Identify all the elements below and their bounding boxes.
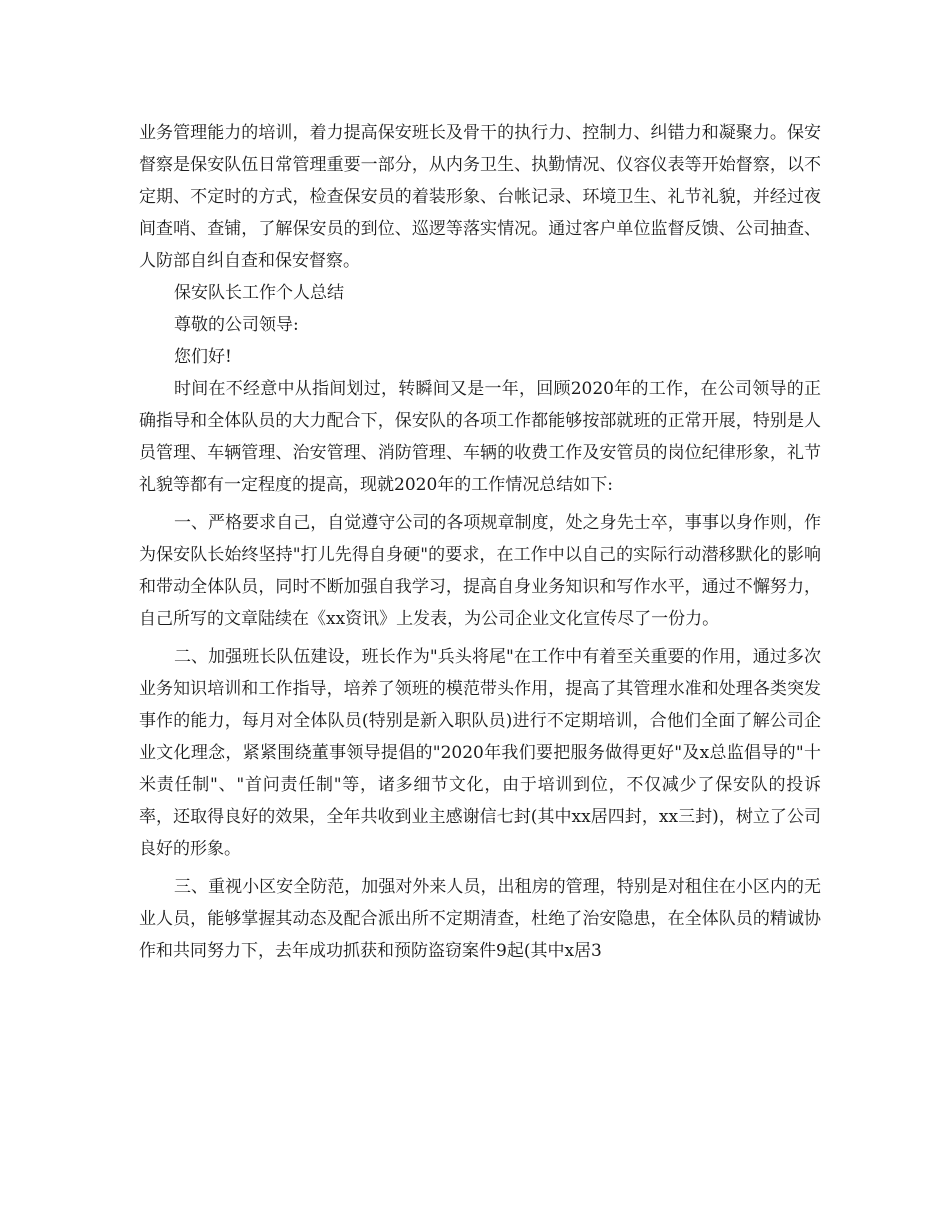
paragraph-continuation: 业务管理能力的培训，着力提高保安班长及骨干的执行力、控制力、纠错力和凝聚力。保安督察是保安队伍日常管理重要一部分，从内务卫生、执勤情况、仪容仪表等开始督察，以不定期、不定时的方式，检查保安员的着装形象、台帐记录、环境卫生、礼节礼貌，并经过夜间查哨、查铺，了解保安员的到位、巡逻等落实情况。通过客户单位监督反馈、公司抽查、人防部自纠自查和保安督察。 bbox=[139, 123, 821, 271]
document-body bbox=[139, 117, 821, 967]
paragraph-intro: 时间在不经意中从指间划过，转瞬间又是一年，回顾2020年的工作，在公司领导的正确指导和全体队员的大力配合下，保安队的各项工作都能够按部就班的正常开展，特别是人员管理、车辆管理、治安管理、消防管理、车辆的收费工作及安管员的岗位纪律形象，礼节礼貌等都有一定程度的提高，现就2020年的工作情况总结如下: bbox=[139, 379, 821, 495]
paragraph-section-3: 三、重视小区安全防范，加强对外来人员，出租房的管理，特别是对租住在小区内的无业人员，能够掌握其动态及配合派出所不定期清查，杜绝了治安隐患，在全体队员的精诚协作和共同努力下，去年成功抓获和预防盗窃案件9起(其中x居3 bbox=[139, 877, 821, 961]
paragraph-section-2: 二、加强班长队伍建设，班长作为"兵头将尾"在工作中有着至关重要的作用，通过多次业务知识培训和工作指导，培养了领班的模范带头作用，提高了其管理水准和处理各类突发事作的能力，每月对全体队员(特别是新入职队员)进行不定期培训，合他们全面了解公司企业文化理念，紧紧围绕董事领导提倡的"2020年我们要把服务做得更好"及x总监倡导的"十米责任制"、"首问责任制"等，诸多细节文化，由于培训到位，不仅减少了保安队的投诉率，还取得良好的效果，全年共收到业主感谢信七封(其中xx居四封，xx三封)，树立了公司良好的形象。 bbox=[139, 647, 821, 859]
document-title: 保安队长工作个人总结 bbox=[174, 283, 344, 303]
greeting: 您们好! bbox=[174, 347, 232, 367]
salutation: 尊敬的公司领导: bbox=[174, 315, 299, 335]
paragraph-section-1: 一、严格要求自己，自觉遵守公司的各项规章制度，处之身先士卒，事事以身作则，作为保安队长始终坚持"打儿先得自身硬"的要求，在工作中以自己的实际行动潜移默化的影响和带动全体队员，同时不断加强自我学习，提高自身业务知识和写作水平，通过不懈努力，自己所写的文章陆续在《xx资讯》上发表，为公司企业文化宣传尽了一份力。 bbox=[139, 513, 821, 629]
